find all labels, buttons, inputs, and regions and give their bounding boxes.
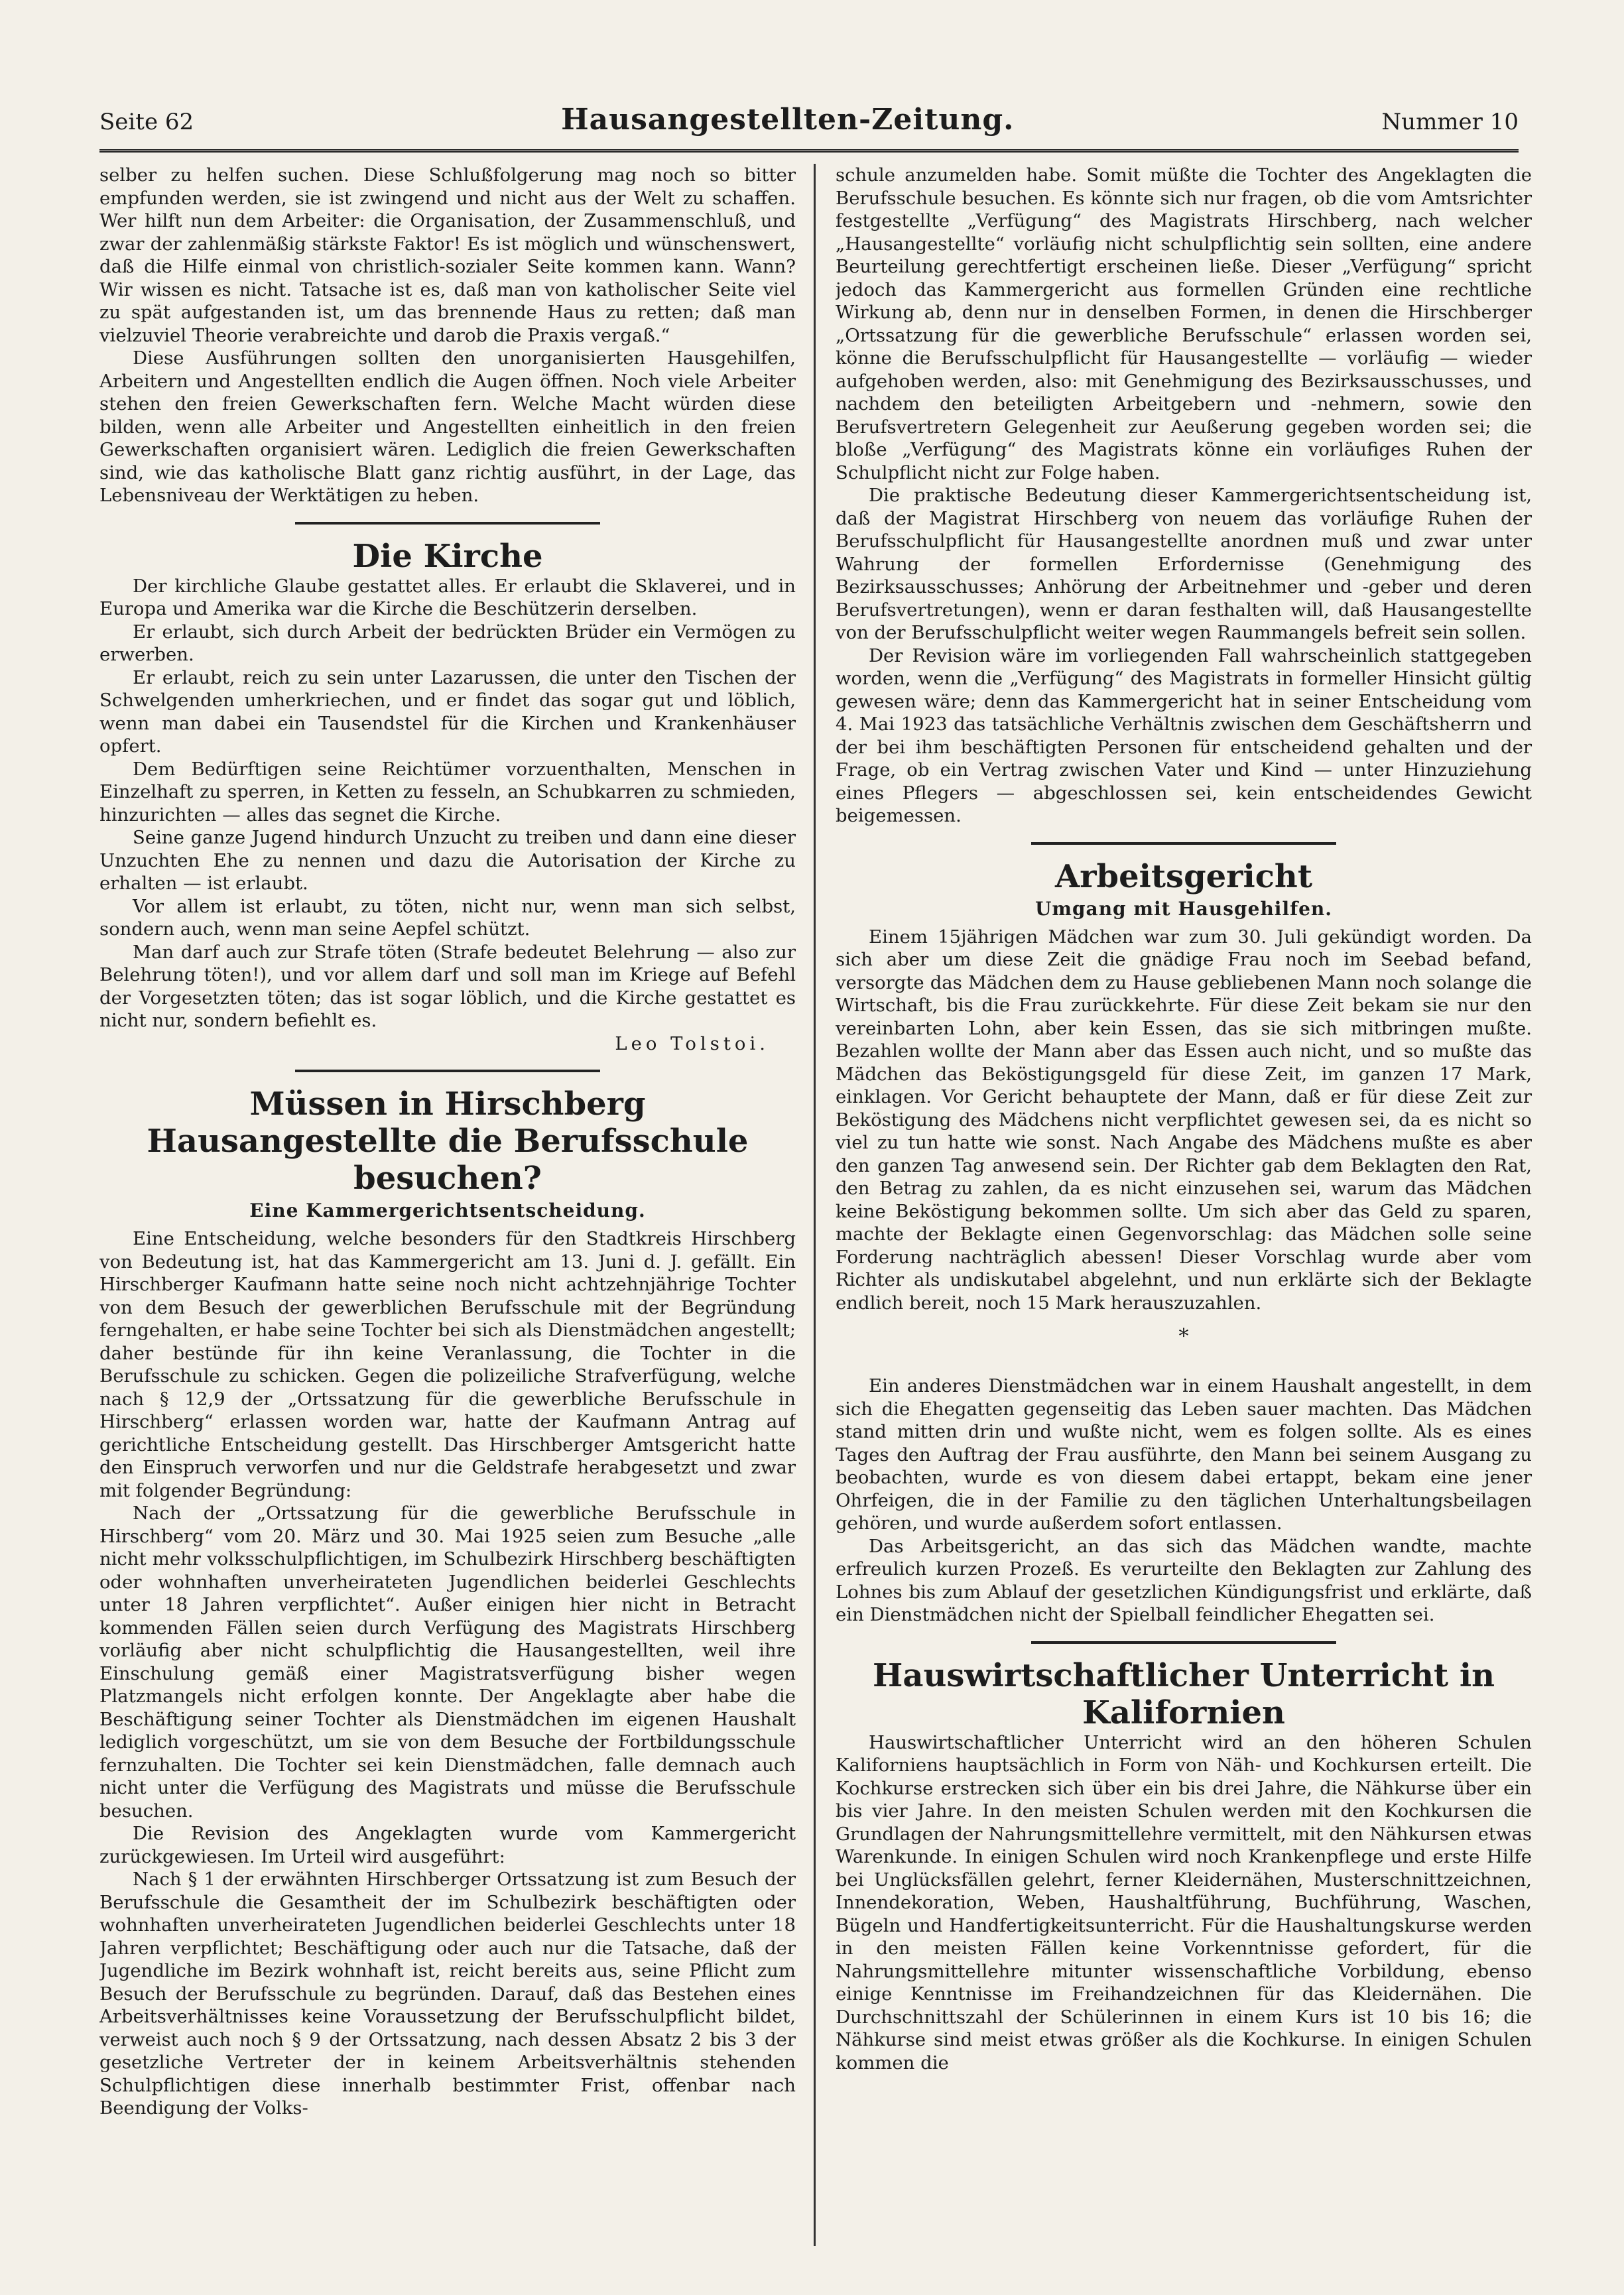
article-subtitle: Umgang mit Hausgehilfen. xyxy=(1034,897,1333,920)
column-divider xyxy=(814,164,816,2246)
paragraph: Man darf auch zur Strafe töten (Strafe bedeutet Belehrung — also zur Belehrung töten!), und vor allem darf und soll man im Kriege auf Befehl der Vorgesetzten töten; das ist sogar löblich, und die Kirche gestattet es nicht nur, sondern befiehlt es. xyxy=(99,941,796,1031)
paragraph: Einem 15jährigen Mädchen war zum 30. Juli gekündigt worden. Da sich aber um diese Zeit die gnädige Frau noch im Seebad befand, versorgte das Mädchen dem zu Hause gebliebenen Mann noch solange die Wirtschaft, bis die Frau zurückkehrte. Für diese Zeit bekam sie nur den vereinbarten Lohn, aber kein Essen, das sie sich mitbringen mußte. Bezahlen wollte der Mann aber das Essen auch nicht, und so mußte das Mädchen das Beköstigungsgeld für diese Zeit, im ganzen 17 Mark, einklagen. Vor Gericht behauptete der Mann, daß er für diese Zeit zur Beköstigung des Mädchens nicht verpflichtet gewesen sei, da es nicht so viel zu tun hatte wie sonst. Nach Angabe des Mädchens mußte es aber den ganzen Tag anwesend sein. Der Richter gab dem Beklagten den Rat, den Betrag zu zahlen, da es nicht einzusehen sei, warum das Mädchen keine Beköstigung bekommen sollte. Um sich aber das Geld zu sparen, machte der Beklagte einen Gegenvorschlag: das Mädchen solle seine Forderung nachträglich abessen! Dieser Vorschlag wurde aber vom Richter als undiskutabel abgelehnt, und nun erklärte sich der Beklagte endlich bereit, noch 15 Mark herauszuzahlen. xyxy=(836,926,1532,1314)
article-title: Arbeitsgericht xyxy=(1055,857,1312,895)
paragraph: Er erlaubt, sich durch Arbeit der bedrückten Brüder ein Vermögen zu erwerben. xyxy=(99,621,796,665)
article-title: Hauswirtschaftlicher Unterricht in Kalifornien xyxy=(872,1656,1495,1731)
section-rule xyxy=(1031,1641,1336,1644)
article-berufsschule-continued xyxy=(836,164,1532,828)
newspaper-page xyxy=(99,103,1532,2251)
paragraph: Der Revision wäre im vorliegenden Fall wahrscheinlich stattgegeben worden, wenn die „Verfügung“ des Magistrats in formeller Hinsicht gültig gewesen wäre; denn das Kammergericht hat in seiner Entscheidung vom 4. Mai 1923 das tatsächliche Verhältnis zwischen dem Geschäftsherrn und der bei ihm beschäftigten Personen für entscheidend gehalten und der Frage, ob ein Vertrag zwischen Vater und Kind — unter Hinzuziehung eines Pflegers — abgeschlossen sei, kein entscheidendes Gewicht beigemessen. xyxy=(836,645,1532,826)
paragraph: schule anzumelden habe. Somit müßte die Tochter des Angeklagten die Berufsschule besuchen. Es könnte sich nur fragen, ob die vom Amtsrichter festgestellte „Verfügung“ des Magistrats Hirschberg, nach welcher „Hausangestellte“ vorläufig nicht schulpflichtig sein sollten, eine andere Beurteilung gerechtfertigt erscheinen ließe. Dieser „Verfügung“ spricht jedoch das Kammergericht aus formellen Gründen eine rechtliche Wirkung ab, denn nur in denselben Formen, in denen die Hirschberger „Ortssatzung für die gewerbliche Berufsschule“ erlassen worden sei, könne die Berufsschulpflicht für Hausangestellte — vorläufig — wieder aufgehoben werden, also: mit Genehmigung des Bezirksausschusses, und nachdem den beteiligten Arbeitgebern und -nehmern, sowie den Berufsvertretern Gelegenheit zur Aeußerung gegeben worden sei; die bloße „Verfügung“ des Magistrats könne ein vorläufiges Ruhen der Schulpflicht nicht zur Folge haben. xyxy=(836,164,1532,483)
article-subtitle: Eine Kammergerichtsentscheidung. xyxy=(249,1200,646,1221)
paragraph: Eine Entscheidung, welche besonders für den Stadtkreis Hirschberg von Bedeutung ist, hat das Kammergericht am 13. Juni d. J. gefällt. Ein Hirschberger Kaufmann hatte seine noch nicht achtzehnjährige Tochter von dem Besuch der gewerblichen Berufsschule mit der Begründung ferngehalten, er habe seine Tochter bei sich als Dienstmädchen angestellt; daher bestünde für ihn keine Veranlassung, die Tochter in die Berufsschule zu schicken. Gegen die polizeiliche Strafverfügung, welche nach § 12,9 der „Ortssatzung für die gewerbliche Berufsschule in Hirschberg“ erlassen worden war, hatte der Kaufmann Antrag auf gerichtliche Entscheidung gestellt. Das Hirschberger Amtsgericht hatte den Einspruch verworfen und nur die Geldstrafe herabgesetzt und zwar mit folgender Begründung: xyxy=(99,1228,796,1501)
paragraph: Nach der „Ortssatzung für die gewerbliche Berufsschule in Hirschberg“ vom 20. März und 30. Mai 1925 seien zum Besuche „alle nicht mehr volksschulpflichtigen, im Schulbezirk Hirschberg beschäftigten oder wohnhaften unverheirateten Jugendlichen beiderlei Geschlechts unter 18 Jahren verpflichtet“. Außer einigen hier nicht in Betracht kommenden Fällen seien durch Verfügung des Magistrats Hirschberg vorläufig aber nicht schulpflichtig die Hausangestellten, weil ihre Einschulung gemäß einer Magistratsverfügung bisher wegen Platzmangels nicht erfolgen konnte. Der Angeklagte aber habe die Beschäftigung seiner Tochter als Dienstmädchen im eigenen Haushalt lediglich vorgeschützt, um sie von dem Besuche der Fortbildungsschule fernzuhalten. Die Tochter sei kein Dienstmädchen, falle demnach auch nicht unter die Verfügung des Magistrats und müsse die Berufsschule besuchen. xyxy=(99,1503,796,1822)
article-kalifornien xyxy=(836,1657,1532,2075)
author-signature: Leo Tolstoi. xyxy=(615,1032,769,1054)
page-number: Seite 62 xyxy=(99,109,194,135)
section-rule xyxy=(295,522,600,525)
right-column xyxy=(836,164,1532,2246)
section-rule xyxy=(1031,842,1336,845)
article-title: Müssen in Hirschberg Hausangestellte die Berufsschule besuchen? xyxy=(147,1085,749,1197)
paragraph: Nach § 1 der erwähnten Hirschberger Ortssatzung ist zum Besuch der Berufsschule die Gesamtheit der im Schulbezirk beschäftigten oder wohnhaften unverheirateten Jugendlichen beiderlei Geschlechts unter 18 Jahren verpflichtet; Beschäftigung oder auch nur die Tatsache, daß der Jugendliche im Bezirk wohnhaft ist, reicht bereits aus, seine Pflicht zum Besuch der Berufsschule zu begründen. Darauf, daß das Bestehen eines Arbeitsverhältnisses keine Voraussetzung der Berufsschulpflicht bildet, verweist auch noch § 9 der Ortssatzung, nach dessen Absatz 2 bis 3 der gesetzliche Vertreter der in keinem Arbeitsverhältnis stehenden Schulpflichtigen diese innerhalb bestimmter Frist, offenbar nach Beendigung der Volks- xyxy=(99,1869,796,2119)
article-berufsschule xyxy=(99,1085,796,2120)
article-continuation xyxy=(99,164,796,507)
paragraph: Die Revision des Angeklagten wurde vom Kammergericht zurückgewiesen. Im Urteil wird ausgeführt: xyxy=(99,1823,796,1867)
paragraph: Seine ganze Jugend hindurch Unzucht zu treiben und dann eine dieser Unzuchten Ehe zu nennen und dazu die Autorisation der Kirche zu erhalten — ist erlaubt. xyxy=(99,827,796,894)
newspaper-title: Hausangestellten-Zeitung. xyxy=(561,103,1015,137)
paragraph: Die praktische Bedeutung dieser Kammergerichtsentscheidung ist, daß der Magistrat Hirschberg von neuem das vorläufige Ruhen der Berufsschulpflicht für Hausangestellte anordnen muß und zwar unter Wahrung der formellen Erfordernisse (Genehmigung des Bezirksausschusses; Anhörung der Arbeitnehmer und -geber und deren Berufsvertretungen), wenn er daran festhalten will, daß Hausangestellte von der Berufsschulpflicht weiter wegen Raummangels befreit sein sollen. xyxy=(836,485,1532,643)
paragraph: Der kirchliche Glaube gestattet alles. Er erlaubt die Sklaverei, und in Europa und Amerika war die Kirche die Beschützerin derselben. xyxy=(99,575,796,619)
article-die-kirche xyxy=(99,538,796,1056)
paragraph: Diese Ausführungen sollten den unorganisierten Hausgehilfen, Arbeitern und Angestellten endlich die Augen öffnen. Noch viele Arbeiter stehen den freien Gewerkschaften fern. Welche Macht würden diese bilden, wenn alle Arbeiter und Angestellten einheitlich in den freien Gewerkschaften organisiert wären. Lediglich die freien Gewerkschaften sind, wie das katholische Blatt ganz richtig ausführt, in der Lage, das Lebensniveau der Werktätigen zu heben. xyxy=(99,347,796,506)
issue-number: Nummer 10 xyxy=(1381,109,1519,135)
article-title: Die Kirche xyxy=(352,537,543,575)
paragraph: Dem Bedürftigen seine Reichtümer vorzuenthalten, Menschen in Einzelhaft zu sperren, in Ketten zu fesseln, an Schubkarren zu schmieden, hinzurichten — alles das segnet die Kirche. xyxy=(99,758,796,826)
header-rule xyxy=(99,149,1519,153)
left-column xyxy=(99,164,796,2246)
paragraph: Hauswirtschaftlicher Unterricht wird an den höheren Schulen Kaliforniens hauptsächlich in Form von Näh- und Kochkursen erteilt. Die Kochkurse erstrecken sich über ein bis drei Jahre, die Nähkurse über ein bis vier Jahre. In den meisten Schulen werden mit den Kochkursen die Grundlagen der Nahrungsmittellehre vermittelt, mit den Nähkursen etwas Warenkunde. In einigen Schulen wird noch Krankenpflege und erste Hilfe bei Unglücksfällen gelehrt, ferner Kleidernähen, Musterschnittzeichnen, Innendekoration, Weben, Haushaltführung, Buchführung, Waschen, Bügeln und Handfertigkeitsunterricht. Für die Haushaltungskurse werden in den meisten Fällen keine Vorkenntnisse gefordert, für die Nahrungsmittellehre mitunter wissenschaftliche Vorbildung, ebenso einige Kenntnisse im Freihandzeichnen für das Kleidernähen. Die Durchschnittszahl der Schülerinnen in einem Kurs ist 10 bis 16; die Nähkurse sind meist etwas größer als die Kochkurse. In einigen Schulen kommen die xyxy=(836,1731,1532,2074)
paragraph: Das Arbeitsgericht, an das sich das Mädchen wandte, machte erfreulich kurzen Prozeß. Es verurteilte den Beklagten zur Zahlung des Lohnes bis zum Ablauf der gesetzlichen Kündigungsfrist und erklärte, daß ein Dienstmädchen nicht der Spielball feindlicher Ehegatten sei. xyxy=(836,1535,1532,1625)
paragraph: Ein anderes Dienstmädchen war in einem Haushalt angestellt, in dem sich die Ehegatten gegenseitig das Leben sauer machten. Das Mädchen stand mitten drin und wußte nicht, wem es folgen sollte. Als es eines Tages den Auftrag der Frau ausführte, den Mann bei seinem Ausgang zu beobachten, wurde es von diesem dabei ertappt, bekam eine jener Ohrfeigen, die in der Familie zu den täglichen Unterhaltungsbeilagen gehören, und wurde außerdem sofort entlassen. xyxy=(836,1375,1532,1534)
section-separator-star: * xyxy=(1178,1325,1189,1348)
section-rule xyxy=(295,1070,600,1072)
article-arbeitsgericht xyxy=(836,858,1532,1627)
paragraph: Vor allem ist erlaubt, zu töten, nicht nur, wenn man sich selbst, sondern auch, wenn man seine Aepfel schützt. xyxy=(99,895,796,940)
paragraph: Er erlaubt, reich zu sein unter Lazarussen, die unter den Tischen der Schwelgenden umherkriechen, und er findet das sogar gut und löblich, wenn man dabei ein Tausendstel für die Kirchen und Krankenhäuser opfert. xyxy=(99,666,796,757)
paragraph: selber zu helfen suchen. Diese Schlußfolgerung mag noch so bitter empfunden werden, sie ist zwingend und nicht aus der Welt zu schaffen. Wer hilft nun dem Arbeiter: die Organisation, der Zusammenschluß, und zwar der zahlenmäßig stärkste Faktor! Es ist möglich und wünschenswert, daß die Hilfe einmal von christlich-sozialer Seite kommen kann. Wann? Wir wissen es nicht. Tatsache ist es, daß man von katholischer Seite viel zu spät aufgestanden ist, um das brennende Haus zu retten; daß man vielzuviel Theorie verabreichte und darob die Praxis vergaß.“ xyxy=(99,164,796,346)
page-header xyxy=(99,103,1519,143)
